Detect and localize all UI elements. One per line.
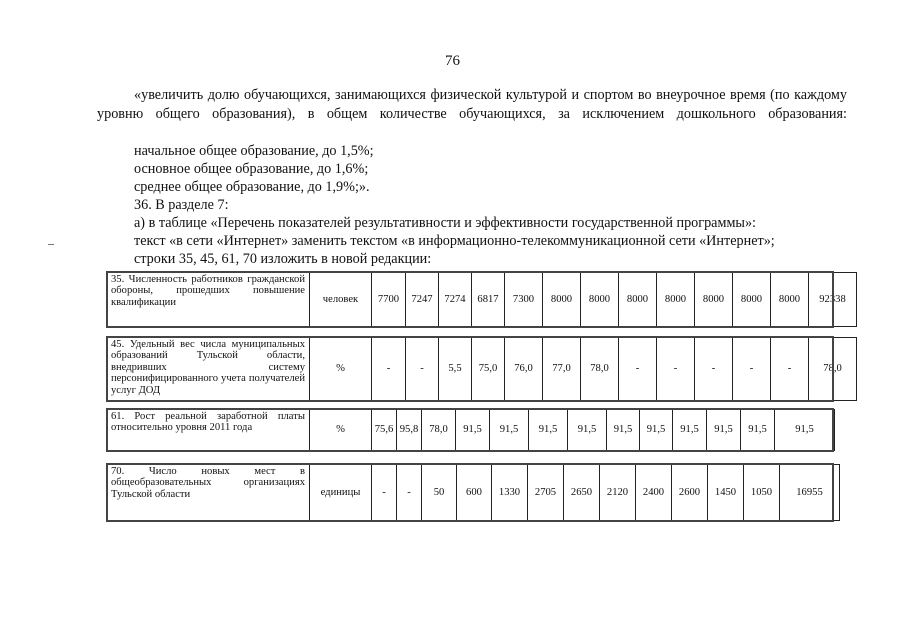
value-cell: 92338 <box>809 273 857 327</box>
paragraph-goal: «увеличить долю обучающихся, занимающихся физической культурой и спортом во внеурочное время (по каждому уровню общего образования), в общем количестве обучающихся, за исключением дошкольного образования: <box>97 87 847 122</box>
value-cell: 91,5 <box>490 410 529 451</box>
value-cell: 50 <box>422 465 457 521</box>
value-cell: - <box>695 338 733 401</box>
indicator-row-70 <box>106 464 840 521</box>
indicator-name: 45. Удельный вес числа муниципальных образований Тульской области, внедривших систему персонифицированного учета получателей услуг ДОД <box>107 338 310 401</box>
value-cell: 91,5 <box>568 410 607 451</box>
value-cell: 8000 <box>695 273 733 327</box>
value-cell: 2600 <box>672 465 708 521</box>
text-line-section: 36. В разделе 7: <box>134 197 229 213</box>
indicator-unit: % <box>310 410 372 451</box>
value-cell: - <box>372 465 397 521</box>
value-cell: 95,8 <box>397 410 422 451</box>
value-cell: 7300 <box>505 273 543 327</box>
value-cell: 77,0 <box>543 338 581 401</box>
value-cell: 8000 <box>733 273 771 327</box>
value-cell: 91,5 <box>775 410 835 451</box>
value-cell: 1050 <box>744 465 780 521</box>
value-cell: 8000 <box>619 273 657 327</box>
indicator-row-45 <box>106 337 857 401</box>
value-cell: 7700 <box>372 273 406 327</box>
text-line-internet: текст «в сети «Интернет» заменить текстом «в информационно-телекоммуникационной сети «Интернет»; <box>134 233 775 249</box>
value-cell: 2650 <box>564 465 600 521</box>
value-cell: - <box>657 338 695 401</box>
value-cell: 8000 <box>543 273 581 327</box>
value-cell: 1450 <box>708 465 744 521</box>
page-number: 76 <box>445 53 460 69</box>
text-line-secondary: среднее общее образование, до 1,9%;». <box>134 179 370 195</box>
indicator-row-35 <box>106 272 857 327</box>
text-line-primary: начальное общее образование, до 1,5%; <box>134 143 374 159</box>
value-cell: 7274 <box>439 273 472 327</box>
value-cell: 91,5 <box>456 410 490 451</box>
indicator-unit: единицы <box>310 465 372 521</box>
value-cell: - <box>619 338 657 401</box>
value-cell: 91,5 <box>607 410 640 451</box>
value-cell: 78,0 <box>809 338 857 401</box>
value-cell: 75,0 <box>472 338 505 401</box>
value-cell: 91,5 <box>529 410 568 451</box>
value-cell: 75,6 <box>372 410 397 451</box>
indicator-name: 70. Число новых мест в общеобразовательных организациях Тульской области <box>107 465 310 521</box>
value-cell: 91,5 <box>640 410 673 451</box>
value-cell: 600 <box>457 465 492 521</box>
value-cell: 2705 <box>528 465 564 521</box>
value-cell: 78,0 <box>422 410 456 451</box>
value-cell: 76,0 <box>505 338 543 401</box>
text-line-basic: основное общее образование, до 1,6%; <box>134 161 369 177</box>
value-cell: - <box>372 338 406 401</box>
value-cell: 8000 <box>771 273 809 327</box>
text-line-table: а) в таблице «Перечень показателей результативности и эффективности государственной программы»: <box>134 215 756 231</box>
value-cell: - <box>406 338 439 401</box>
value-cell: 78,0 <box>581 338 619 401</box>
value-cell: 91,5 <box>741 410 775 451</box>
indicator-name: 35. Численность работников гражданской обороны, прошедших повышение квалификации <box>107 273 310 327</box>
value-cell: - <box>733 338 771 401</box>
indicator-unit: % <box>310 338 372 401</box>
value-cell: 2400 <box>636 465 672 521</box>
value-cell: 6817 <box>472 273 505 327</box>
value-cell: 91,5 <box>673 410 707 451</box>
value-cell: 1330 <box>492 465 528 521</box>
value-cell: 8000 <box>657 273 695 327</box>
value-cell: 5,5 <box>439 338 472 401</box>
value-cell: - <box>397 465 422 521</box>
value-cell: 8000 <box>581 273 619 327</box>
indicator-name: 61. Рост реальной заработной платы относительно уровня 2011 года <box>107 410 310 451</box>
indicator-row-61 <box>106 409 835 451</box>
indicator-unit: человек <box>310 273 372 327</box>
text-line-rows: строки 35, 45, 61, 70 изложить в новой редакции: <box>134 251 432 267</box>
margin-mark <box>48 244 54 245</box>
value-cell: 91,5 <box>707 410 741 451</box>
value-cell: 16955 <box>780 465 840 521</box>
value-cell: - <box>771 338 809 401</box>
value-cell: 2120 <box>600 465 636 521</box>
value-cell: 7247 <box>406 273 439 327</box>
